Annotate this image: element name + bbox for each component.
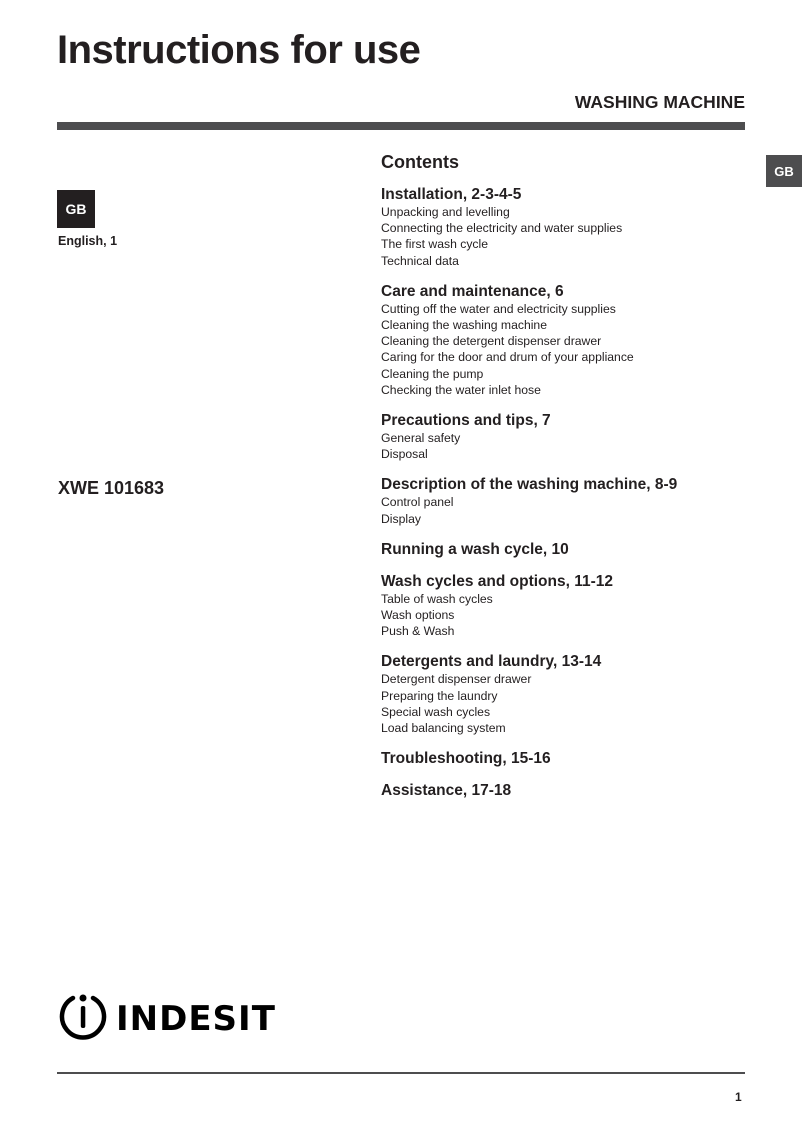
toc-item: Checking the water inlet hose [381, 382, 541, 397]
toc-section [381, 750, 761, 768]
language-tab: GB [766, 155, 802, 187]
toc-section-heading: Description of the washing machine, 8-9 [381, 476, 678, 494]
toc-item: Cleaning the pump [381, 366, 484, 381]
language-label: English, 1 [58, 234, 118, 248]
toc-section [381, 653, 761, 736]
toc-item: Caring for the door and drum of your appliance [381, 350, 634, 365]
brand-logo [58, 990, 276, 1047]
language-badge: GB [57, 190, 95, 228]
toc-section-heading: Assistance, 17-18 [381, 782, 512, 800]
toc-item: Table of wash cycles [381, 591, 493, 606]
page-title: Instructions for use [57, 28, 421, 72]
toc-section [381, 412, 761, 462]
toc-section-heading: Care and maintenance, 6 [381, 282, 564, 300]
toc-section [381, 283, 761, 398]
toc-item: Special wash cycles [381, 704, 491, 719]
toc-item: The first wash cycle [381, 237, 489, 252]
toc-section-heading: Detergents and laundry, 13-14 [381, 653, 602, 671]
toc-section [381, 476, 761, 526]
toc-item: Cutting off the water and electricity supplies [381, 301, 616, 316]
toc-item: Cleaning the washing machine [381, 318, 547, 333]
toc-item: Wash options [381, 608, 455, 623]
toc-section-heading: Precautions and tips, 7 [381, 412, 551, 430]
toc-section-heading: Troubleshooting, 15-16 [381, 750, 551, 768]
toc-item: Push & Wash [381, 624, 455, 639]
toc-section-heading: Installation, 2-3-4-5 [381, 186, 522, 203]
toc-item: Load balancing system [381, 721, 506, 736]
contents-title: Contents [381, 152, 459, 172]
toc-item: General safety [381, 431, 461, 446]
header-divider-bar [57, 122, 745, 130]
toc-item: Control panel [381, 495, 454, 510]
page-number: 1 [735, 1090, 742, 1104]
toc-section-heading: Running a wash cycle, 10 [381, 540, 569, 558]
toc-section [381, 573, 761, 640]
toc-item: Unpacking and levelling [381, 205, 510, 219]
toc-section [381, 782, 761, 800]
toc-item: Cleaning the detergent dispenser drawer [381, 334, 602, 349]
footer-divider [57, 1072, 745, 1074]
table-of-contents [381, 152, 761, 814]
toc-section [381, 186, 761, 269]
toc-section [381, 541, 761, 559]
power-i-icon [58, 990, 108, 1047]
model-number: XWE 101683 [58, 478, 165, 498]
toc-item: Connecting the electricity and water supplies [381, 221, 623, 236]
toc-section-heading: Wash cycles and options, 11-12 [381, 572, 614, 590]
product-type: WASHING MACHINE [574, 92, 745, 112]
toc-item: Display [381, 511, 421, 526]
toc-item: Preparing the laundry [381, 688, 498, 703]
toc-item: Detergent dispenser drawer [381, 672, 532, 687]
brand-wordmark: INDESIT [116, 998, 276, 1039]
toc-sections [381, 186, 761, 800]
toc-item: Disposal [381, 447, 428, 462]
toc-item: Technical data [381, 253, 459, 268]
